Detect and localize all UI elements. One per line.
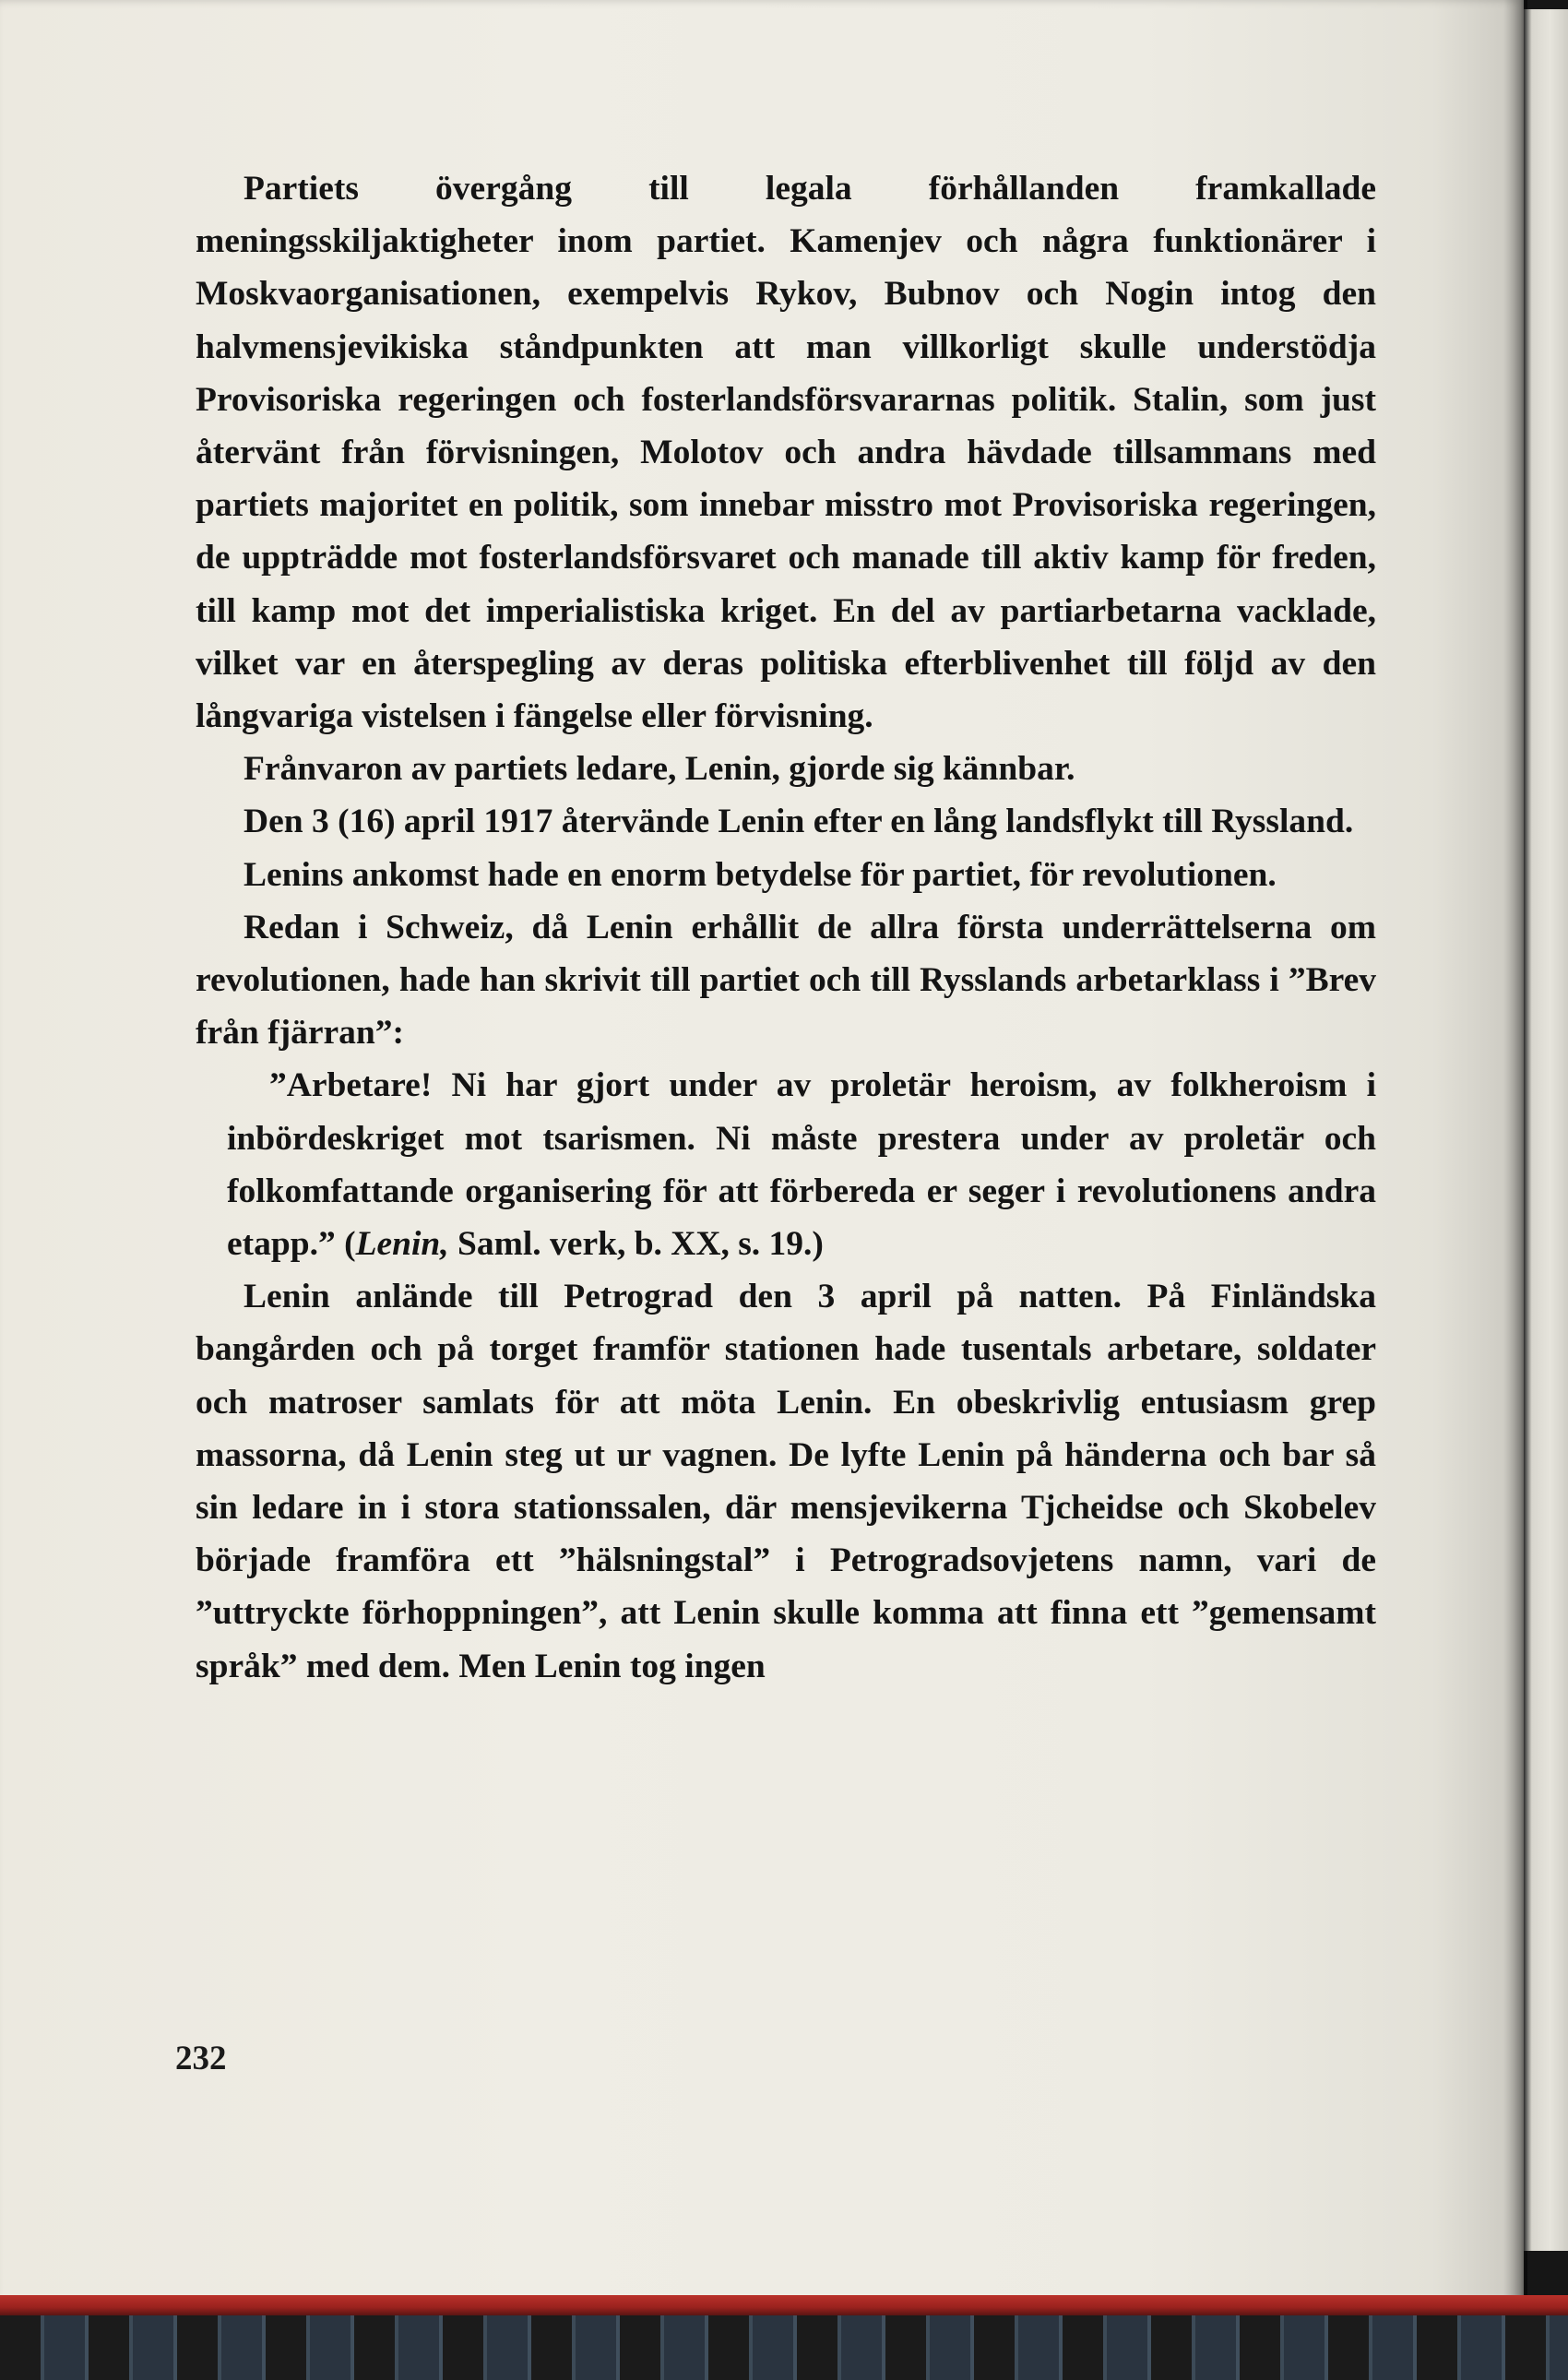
next-page-edge bbox=[1524, 9, 1568, 2251]
paragraph-5: Redan i Schweiz, då Lenin erhållit de allra första underrättelserna om revolutionen, hade han skrivit till partiet och till Rysslands arbetarklass i ”Brev från fjärran”: bbox=[196, 908, 1376, 1053]
citation-author: Lenin, bbox=[355, 1225, 449, 1264]
block-quote bbox=[196, 1059, 1376, 1270]
paragraph-6: Lenin anlände till Petrograd den 3 april på natten. På Finländska bangården och på torget framför stationen hade tusentals arbetare, soldater och matroser samlats för att möta Lenin. En obeskrivlig entusiasm grep massorna, då Lenin steg ut ur vagnen. De lyfte Lenin på händerna och bar så sin ledare in i stora stationssalen, där mensjevikerna Tjcheidse och Skobelev började framföra ett ”hälsningstal” i Petrogradsovjetens namn, vari de ”uttryckte förhoppningen”, att Lenin skulle komma att finna ett ”gemensamt språk” med dem. Men Lenin tog ingen bbox=[196, 1278, 1376, 1685]
quote-text: ”Arbetare! Ni har gjort under av proletär heroism, av folkheroism i inbördeskriget mot tsarismen. Ni måste prestera under av proletär och folkomfattande organisering för att förbereda er seger i revolutionens andra etapp.” bbox=[227, 1066, 1376, 1264]
body-text bbox=[196, 162, 1376, 1693]
citation-source: Saml. verk, b. XX, s. 19.) bbox=[448, 1225, 824, 1264]
book-cover-edge bbox=[0, 2295, 1568, 2315]
paragraph-1: Partiets övergång till legala förhållanden framkallade meningsskiljaktigheter inom partiet. Kamenjev och några funktionärer i Moskvaorganisationen, exempelvis Rykov, Bubnov och Nogin intog den halvmensjevikiska ståndpunkten att man villkorligt skulle understödja Provisoriska regeringen och fosterlandsförsvararnas politik. Stalin, som just återvänt från förvisningen, Molotov och andra hävdade tillsammans med partiets majoritet en politik, som innebar misstro mot Provisoriska regeringen, de uppträdde mot fosterlandsförsvaret och manade till aktiv kamp för freden, till kamp mot det imperialistiska kriget. En del av partiarbetarna vacklade, vilket var en återspegling av deras politiska efterblivenhet till följd av den långvariga vistelsen i fängelse eller förvisning. bbox=[196, 170, 1376, 736]
page-number: 232 bbox=[175, 2040, 227, 2077]
citation-open: ( bbox=[335, 1225, 356, 1264]
scanner-scale-bar bbox=[0, 2315, 1568, 2380]
paragraph-3: Den 3 (16) april 1917 återvände Lenin efter en lång landsflykt till Ryssland. bbox=[244, 803, 1354, 841]
paragraph-4: Lenins ankomst hade en enorm betydelse för partiet, för revolutionen. bbox=[244, 855, 1277, 894]
paragraph-2: Frånvaron av partiets ledare, Lenin, gjorde sig kännbar. bbox=[244, 750, 1075, 789]
